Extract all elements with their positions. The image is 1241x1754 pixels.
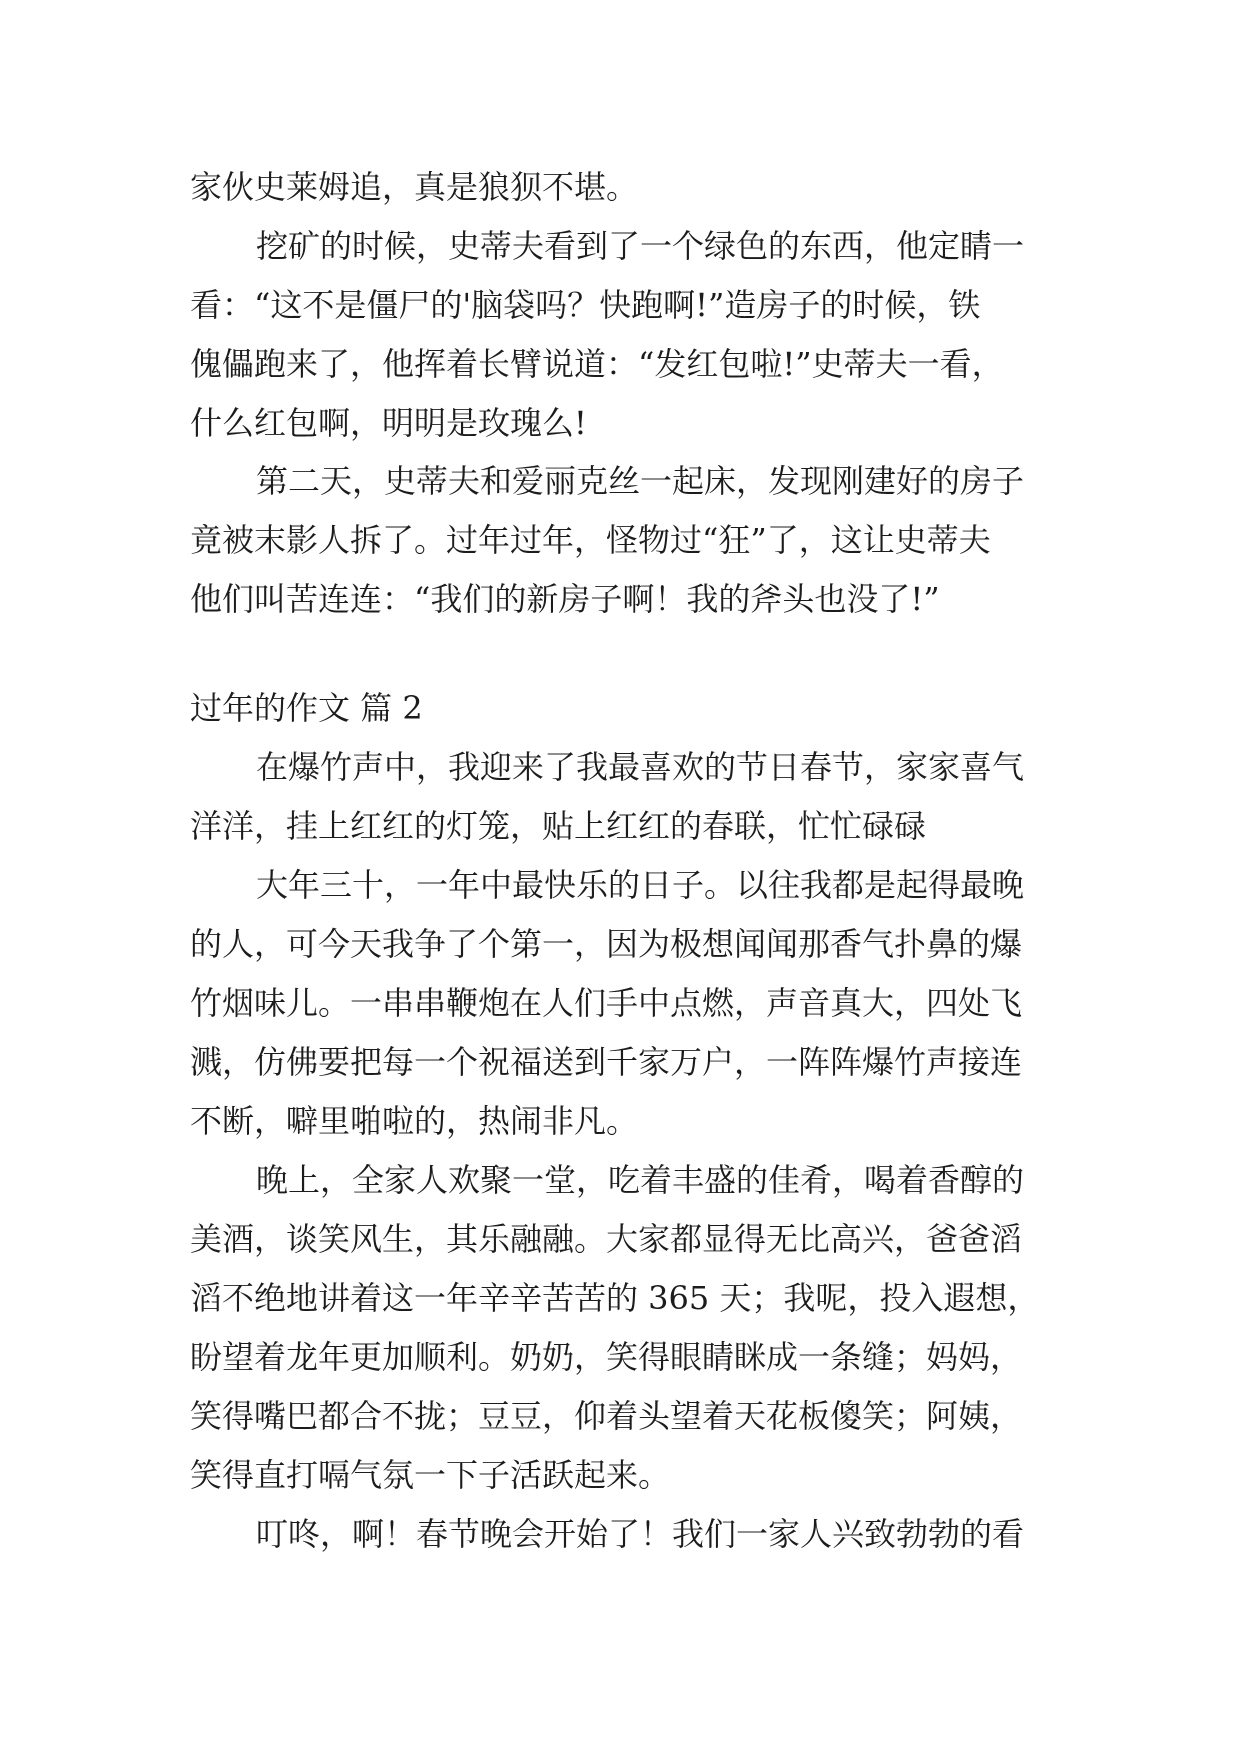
text-line: 溅，仿佛要把每一个祝福送到千家万户，一阵阵爆竹声接连 [190, 1043, 1023, 1081]
text-line: 竹烟味儿。一串串鞭炮在人们手中点燃，声音真大，四处飞 [190, 984, 1023, 1022]
text-line: 滔不绝地讲着这一年辛辛苦苦的 365 天；我呢，投入遐想， [190, 1279, 1040, 1317]
text-line: 竟被末影人拆了。过年过年，怪物过“狂”了，这让史蒂夫 [190, 521, 991, 559]
text-line: 盼望着龙年更加顺利。奶奶，笑得眼睛眯成一条缝；妈妈， [190, 1338, 1023, 1376]
text-line: 他们叫苦连连：“我们的新房子啊！我的斧头也没了!” [190, 580, 940, 618]
text-line: 傀儡跑来了，他挥着长臂说道：“发红包啦!”史蒂夫一看， [190, 345, 1004, 383]
text-line: 看：“这不是僵尸的'脑袋吗？快跑啊!”造房子的时候，铁 [190, 286, 981, 324]
text-line: 洋洋，挂上红红的灯笼，贴上红红的春联，忙忙碌碌 [190, 807, 927, 845]
text-line: 晚上，全家人欢聚一堂，吃着丰盛的佳肴，喝着香醇的 [256, 1161, 1025, 1199]
text-line: 家伙史莱姆追，真是狼狈不堪。 [190, 168, 639, 206]
text-line: 什么红包啊，明明是玫瑰么! [190, 404, 587, 442]
text-line: 不断，噼里啪啦的，热闹非凡。 [190, 1102, 639, 1140]
text-line: 笑得直打嗝气氛一下子活跃起来。 [190, 1456, 671, 1494]
text-line: 笑得嘴巴都合不拢；豆豆，仰着头望着天花板傻笑；阿姨， [190, 1397, 1023, 1435]
text-line: 叮咚，啊！春节晚会开始了！我们一家人兴致勃勃的看 [256, 1515, 1025, 1553]
text-line: 挖矿的时候，史蒂夫看到了一个绿色的东西，他定睛一 [256, 227, 1025, 265]
text-line: 的人，可今天我争了个第一，因为极想闻闻那香气扑鼻的爆 [190, 925, 1023, 963]
text-line: 在爆竹声中，我迎来了我最喜欢的节日春节，家家喜气 [256, 748, 1025, 786]
text-line: 大年三十，一年中最快乐的日子。以往我都是起得最晚 [256, 866, 1025, 904]
text-line: 美酒，谈笑风生，其乐融融。大家都显得无比高兴，爸爸滔 [190, 1220, 1023, 1258]
section-heading: 过年的作文 篇 2 [190, 689, 423, 727]
text-line: 第二天，史蒂夫和爱丽克丝一起床，发现刚建好的房子 [256, 462, 1025, 500]
